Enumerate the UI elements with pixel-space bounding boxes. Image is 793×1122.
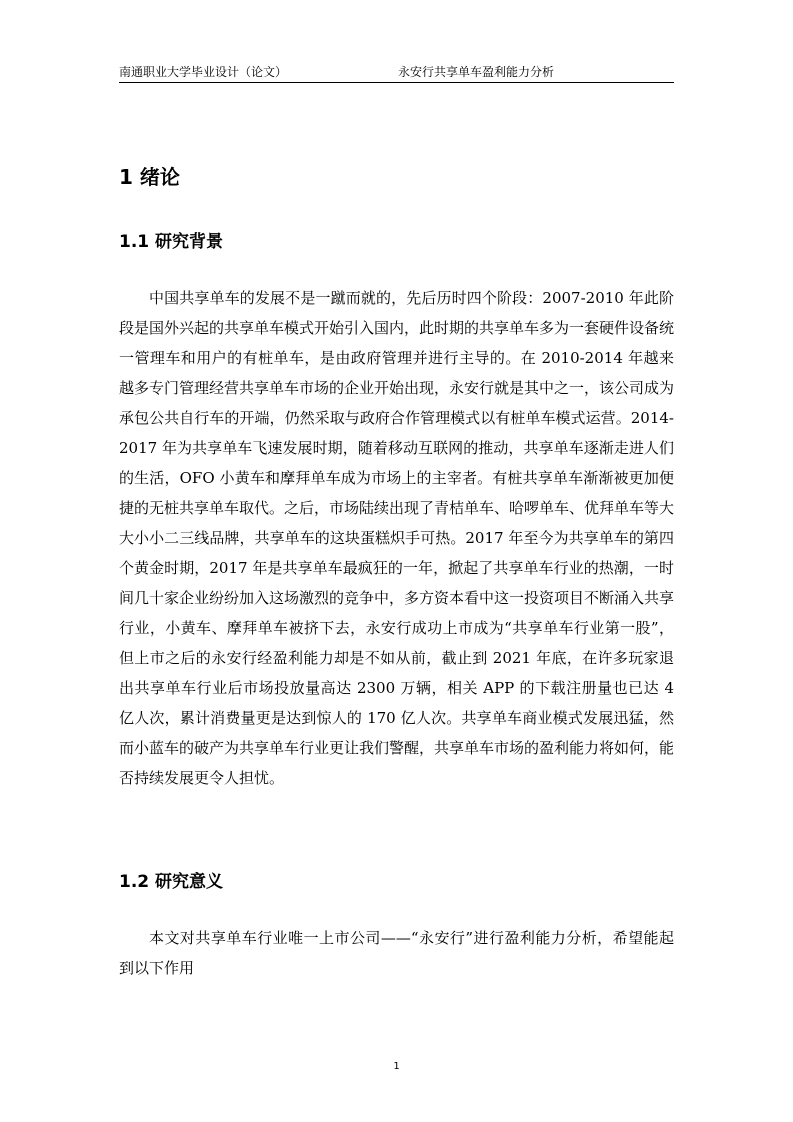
header-thesis-label: 南通职业大学毕业设计（论文） [119, 65, 288, 79]
body-paragraph: 中国共享单车的发展不是一蹴而就的，先后历时四个阶段：2007-2010 年此阶段是国外兴起的共享单车模式开始引入国内，此时期的共享单车多为一套硬件设备统一管理车和用户的有桩单车，是由政府管理并进行主导的。在 2010-2014 年越来越多专门管理经营共享单车市场的企业开始出现，永安行就是其中之一，该公司成为承包公共自行车的开端，仍然采取与政府合作管理模式以有桩单车模式运营。2014-2017 年为共享单车飞速发展时期，随着移动互联网的推动，共享单车逐渐走进人们的生活，OFO 小黄车和摩拜单车成为市场上的主宰者。有桩共享单车渐渐被更加便捷的无桩共享单车取代。之后，市场陆续出现了青桔单车、哈啰单车、优拜单车等大大小小二三线品牌，共享单车的这块蛋糕炽手可热。2017 年至今为共享单车的第四个黄金时期，2017 年是共享单车最疯狂的一年，掀起了共享单车行业的热潮，一时间几十家企业纷纷加入这场激烈的竞争中，多方资本看中这一投资项目不断涌入共享行业，小黄车、摩拜单车被挤下去，永安行成功上市成为“共享单车行业第一股”，但上市之后的永安行经盈利能力却是不如从前，截止到 2021 年底，在许多玩家退出共享单车行业后市场投放量高达 2300 万辆，相关 APP 的下载注册量也已达 4 亿人次，累计消费量更是达到惊人的 170 亿人次。共享单车商业模式发展迅猛，然而小蓝车的破产为共享单车行业更让我们警醒，共享单车市场的盈利能力将如何，能否持续发展更令人担忧。 [119, 289, 675, 787]
body-paragraph: 本文对共享单车行业唯一上市公司——“永安行”进行盈利能力分析，希望能起到以下作用 [119, 929, 674, 977]
header-thesis-title: 永安行共享单车盈利能力分析 [398, 65, 555, 79]
section-heading-research-significance: 1.2 研究意义 [119, 872, 224, 892]
section-heading-research-background: 1.1 研究背景 [119, 232, 224, 252]
page-header [119, 64, 674, 83]
page-number: 1 [393, 1061, 400, 1072]
chapter-title: 1 绪论 [119, 165, 180, 189]
